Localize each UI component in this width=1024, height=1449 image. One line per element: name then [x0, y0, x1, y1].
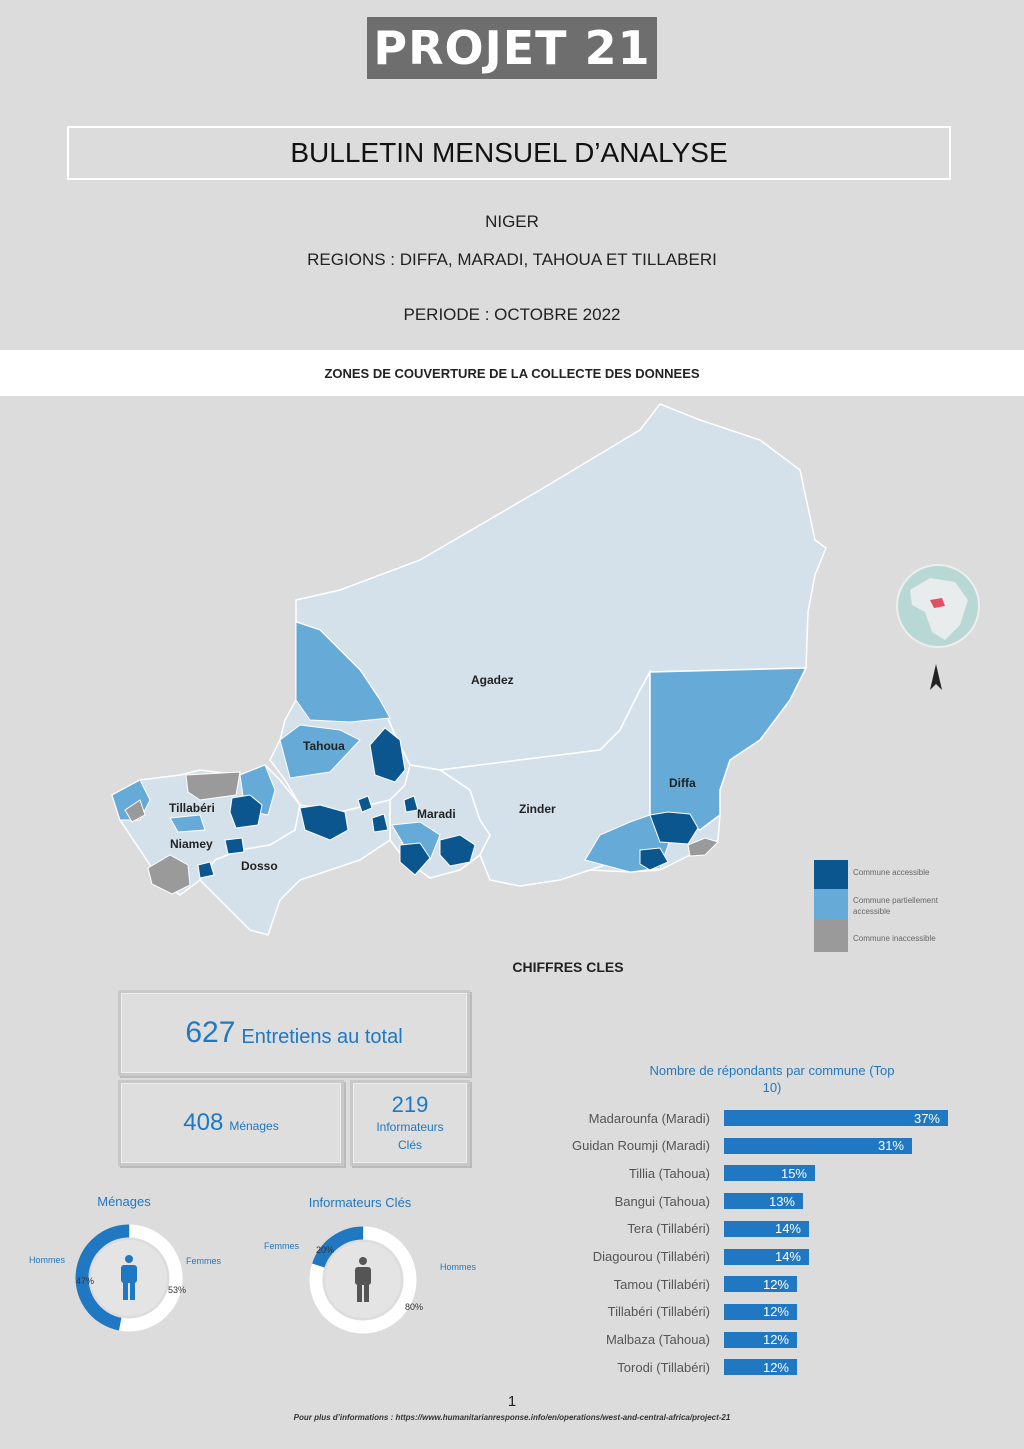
bar-row — [520, 1192, 803, 1210]
bulletin-title: BULLETIN MENSUEL D’ANALYSE — [67, 126, 951, 180]
region-diffa — [650, 668, 806, 830]
commune-niamey-area — [225, 838, 244, 854]
bar-category-label: Tillabéri (Tillabéri) — [607, 1304, 710, 1320]
bar-category-label: Diagourou (Tillabéri) — [592, 1249, 710, 1264]
map-label-diffa: Diffa — [669, 776, 696, 790]
bar-category-label: Tera (Tillabéri) — [627, 1221, 710, 1237]
country-label: NIGER — [485, 212, 539, 231]
informants-donut-title: Informateurs Clés — [308, 1195, 412, 1210]
commune-banibangou — [186, 772, 240, 800]
bar-category-label: Torodi (Tillabéri) — [617, 1359, 710, 1375]
map-label-maradi: Maradi — [417, 807, 456, 821]
footer-link[interactable]: Pour plus d’informations : https://www.humanitarianresponse.info/en/operations/west-and-central-africa/project-21 — [293, 1413, 731, 1422]
bar: 14% — [724, 1221, 809, 1237]
informants-men-label: Hommes — [440, 1262, 477, 1272]
bar-category-label: Tillia (Tahoua) — [628, 1165, 710, 1181]
bar: 13% — [724, 1193, 803, 1209]
map-label-niamey: Niamey — [170, 837, 213, 851]
bar-category-label: Bangui (Tahoua) — [614, 1193, 710, 1209]
bar: 15% — [724, 1165, 815, 1181]
bar-row — [520, 1303, 797, 1321]
legend-label-inaccessible: Commune inaccessible — [853, 934, 936, 943]
bar-category-label: Tamou (Tillabéri) — [613, 1276, 710, 1292]
informants-value: 219 — [391, 1092, 429, 1117]
bar-row — [520, 1331, 797, 1349]
bar: 12% — [724, 1332, 797, 1348]
bar-row — [520, 1109, 948, 1127]
page-number: 1 — [507, 1393, 517, 1410]
coverage-title: ZONES DE COUVERTURE DE LA COLLECTE DES DONNEES — [0, 350, 1024, 396]
households-donut-title: Ménages — [97, 1194, 151, 1209]
informants-women-label: Femmes — [264, 1241, 300, 1251]
households-women-pct: 53% — [168, 1285, 187, 1295]
households-women-label: Femmes — [186, 1256, 222, 1266]
households-box — [118, 1080, 344, 1166]
total-interviews-box — [118, 990, 470, 1076]
legend-label-accessible: Commune accessible — [853, 868, 930, 877]
map-label-tillaberi: Tillabéri — [169, 801, 215, 815]
bar-category-label: Malbaza (Tahoua) — [605, 1332, 710, 1348]
bar: 12% — [724, 1359, 797, 1375]
informants-women-pct: 20% — [316, 1245, 335, 1255]
bar-row — [520, 1358, 797, 1376]
households-men-label: Hommes — [29, 1255, 66, 1265]
legend-swatch-partial — [814, 889, 848, 921]
households-label: Ménages — [229, 1119, 279, 1133]
map-label-dosso: Dosso — [241, 859, 278, 873]
bar-row — [520, 1137, 912, 1155]
period-label: PERIODE : OCTOBRE 2022 — [403, 305, 621, 324]
bar: 31% — [724, 1138, 912, 1154]
households-men-pct: 47% — [76, 1276, 95, 1286]
map-label-agadez: Agadez — [471, 673, 514, 687]
households-value: 408 — [183, 1109, 224, 1136]
bar-category-label: Madarounfa (Maradi) — [588, 1110, 710, 1126]
bar-chart-title: Nombre de répondants par commune (Top 10) — [649, 1063, 895, 1095]
informants-donut — [307, 1224, 419, 1336]
bar-category-label: Guidan Roumji (Maradi) — [572, 1138, 710, 1154]
bar: 14% — [724, 1249, 809, 1265]
bar-row — [520, 1275, 797, 1293]
bar: 12% — [724, 1276, 797, 1292]
map-label-tahoua: Tahoua — [303, 739, 345, 753]
north-arrow-icon — [930, 664, 942, 690]
legend-swatch-inaccessible — [814, 920, 848, 952]
informants-box — [350, 1080, 470, 1166]
key-figures-title: CHIFFRES CLES — [512, 959, 624, 975]
informants-label: Informateurs Clés — [376, 1120, 444, 1152]
informants-men-pct: 80% — [405, 1302, 424, 1312]
project-21-logo: PROJET 21 — [367, 17, 657, 79]
regions-label: REGIONS : DIFFA, MARADI, TAHOUA ET TILLABERI — [307, 250, 717, 269]
legend-label-partial: Commune partiellement accessible — [853, 896, 938, 916]
bar: 37% — [724, 1110, 948, 1126]
bar-row — [520, 1248, 809, 1266]
legend-swatch-accessible — [814, 860, 848, 892]
total-interviews-label: Entretiens au total — [241, 1025, 403, 1048]
globe-inset-icon — [897, 565, 979, 647]
map-label-zinder: Zinder — [519, 802, 556, 816]
bar: 12% — [724, 1304, 797, 1320]
bar-row — [520, 1220, 809, 1238]
total-interviews-value: 627 — [185, 1016, 236, 1049]
bar-row — [520, 1164, 815, 1182]
